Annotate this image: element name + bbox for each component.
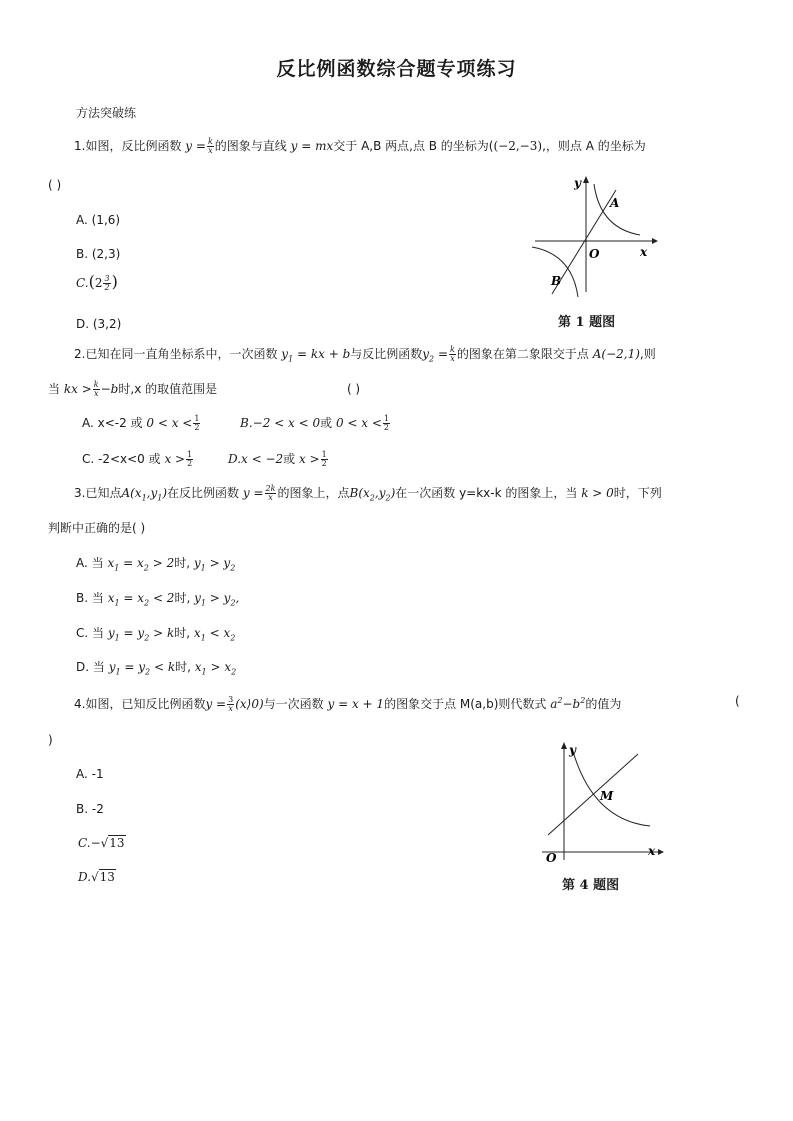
- q1-line-eq: y = mx: [290, 139, 334, 153]
- q1-fig-point-a: A: [610, 196, 620, 210]
- q2-point: A(−2,1): [592, 347, 640, 361]
- q1-stem: [74, 137, 646, 155]
- q4-option-c: C.−√13: [78, 836, 125, 850]
- q4-paren-close: ): [48, 733, 53, 747]
- page-title: 反比例函数综合题专项练习: [276, 58, 517, 80]
- q1-func: y =: [185, 139, 206, 153]
- q1-frac: $\frac{k}{x}$: [207, 137, 213, 155]
- q4-fig-y-label: y: [569, 743, 576, 757]
- q4-figure: [540, 740, 665, 865]
- q2-option-a: A. x<-2 或 0 < x < $\frac{1}{2}$: [82, 414, 200, 432]
- q3-option-b: B. 当 $x_1 = x_2 < 2$时, $y_1 > y_2$,: [76, 591, 240, 608]
- q4-fig-x-label: x: [648, 844, 656, 858]
- q1-fig-point-b: B: [551, 274, 562, 288]
- q1-fig-y-label: y: [574, 176, 581, 190]
- q3-option-c: C. 当 $y_1 = y_2 > k$时, $x_1 < x_2$: [76, 626, 236, 643]
- q3-stem-line2: 判断中正确的是( ): [48, 521, 146, 535]
- q3-stem: 3.已知点$A(x_1,y_1)$在反比例函数 y = $\frac{2k}{x}$ 的图象上，点$B(x_2,y_2)$在一次函数 y=kx-k 的图象上，当 k > 0时，下列: [74, 484, 662, 503]
- q1-figure-caption: 第 1 题图: [558, 315, 616, 330]
- q4-paren-open: (: [735, 694, 740, 708]
- q3-option-d: D. 当 $y_1 = y_2 < k$时, $x_1 > x_2$: [76, 660, 237, 677]
- q1-mid2: 交于 A,B 两点,点 B 的坐标为(: [333, 139, 494, 153]
- q1-prefix: 1.如图，反比例函数: [74, 139, 182, 153]
- q1-coord: (−2,−3): [493, 139, 543, 153]
- q4-option-a: A. -1: [76, 767, 104, 781]
- q1-option-a: A. (1,6): [76, 213, 121, 227]
- q1-option-c: C.(2 $\frac{3}{2}$ ): [76, 272, 118, 292]
- q4-fig-origin: O: [546, 851, 557, 865]
- q1-fig-origin: O: [589, 247, 600, 261]
- q4-figure-caption: 第 4 题图: [562, 878, 620, 893]
- q4-fig-point-m: M: [600, 789, 614, 803]
- q1-figure: [530, 172, 660, 297]
- section-label: 方法突破练: [76, 106, 137, 120]
- q1-paren: ( ): [48, 178, 62, 192]
- q4-option-d: D.√13: [78, 870, 115, 884]
- q1-option-d: D. (3,2): [76, 317, 122, 331]
- q2-option-c: C. -2<x<0 或 x > $\frac{1}{2}$: [82, 450, 193, 468]
- q4-option-b: B. -2: [76, 802, 104, 816]
- q1-fig-x-label: x: [640, 245, 648, 259]
- q1-suffix: ,，则点 A 的坐标为: [542, 139, 646, 153]
- q2-option-b: B.−2 < x < 0或 0 < x < $\frac{1}{2}$: [240, 414, 390, 432]
- q2-stem: 2.已知在同一直角坐标系中，一次函数 $y_1$ = kx + b与反比例函数$y_2$ = $\frac{k}{x}$ 的图象在第二象限交于点 A(−2,1),则: [74, 345, 656, 364]
- q2-option-d: D.x < −2或 x > $\frac{1}{2}$: [228, 450, 327, 468]
- q2-stem-line2: 当 kx > $\frac{k}{x}$ −b时,x 的取值范围是 ( ): [48, 380, 361, 398]
- q1-option-b: B. (2,3): [76, 247, 121, 261]
- q1-mid: 的图象与直线: [214, 139, 287, 153]
- q3-option-a: A. 当 $x_1 = x_2 > 2$时, $y_1 > y_2$: [76, 556, 236, 573]
- q4-stem: 4.如图，已知反比例函数y = $\frac{3}{x}$ (x⟩0)与一次函数 y = x + 1的图象交于点 M(a,b)则代数式 $a^2-b^2$的值为: [74, 695, 622, 713]
